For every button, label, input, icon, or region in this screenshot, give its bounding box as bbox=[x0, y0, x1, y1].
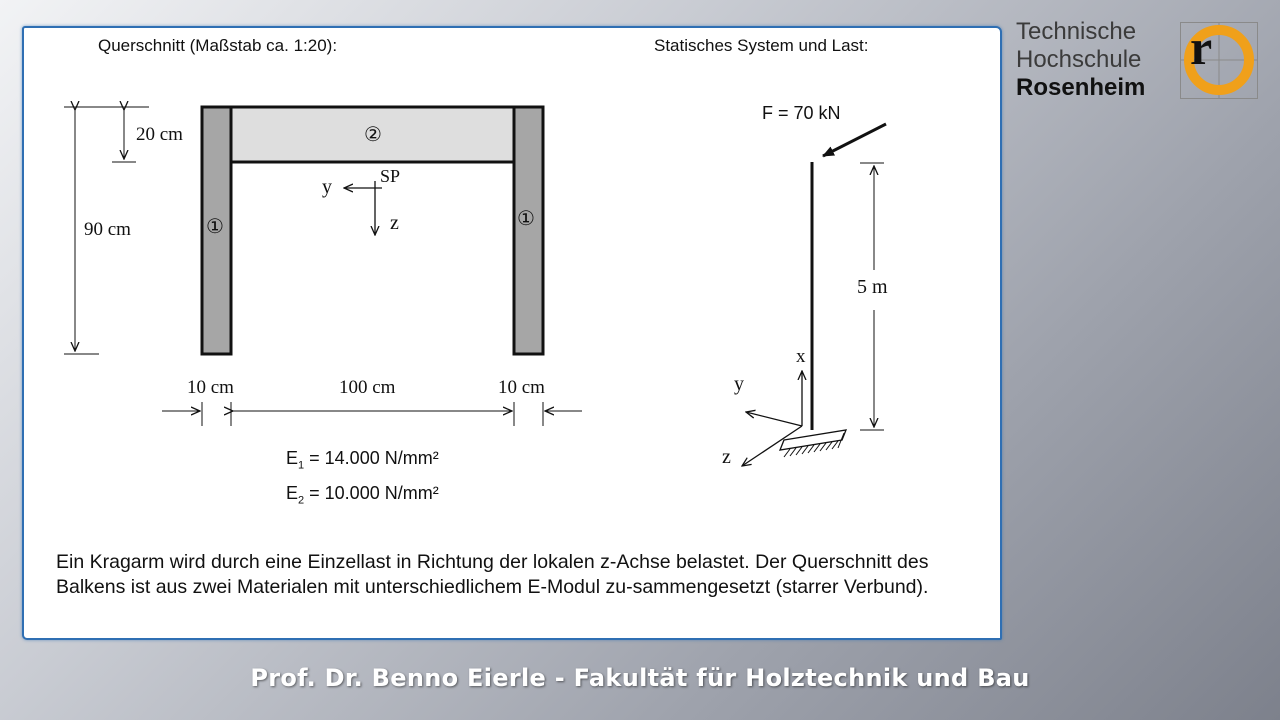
cross-section-title: Querschnitt (Maßstab ca. 1:20): bbox=[98, 36, 338, 55]
footer-author: Prof. Dr. Benno Eierle - Fakultät für Holztechnik und Bau bbox=[250, 664, 1030, 692]
modulus-e1-value: = 14.000 N/mm² bbox=[304, 448, 439, 468]
modulus-e2-value: = 10.000 N/mm² bbox=[304, 483, 439, 503]
local-y-axis-arrow bbox=[746, 412, 802, 426]
modulus-e2 bbox=[286, 483, 439, 507]
dim-label-total-height: 90 cm bbox=[84, 219, 131, 240]
dim-label-middle-width: 100 cm bbox=[339, 377, 396, 398]
length-label: 5 m bbox=[857, 276, 888, 298]
logo-line-2: Hochschule bbox=[1016, 46, 1142, 73]
university-logo bbox=[1016, 20, 1260, 102]
centroid-y-label: y bbox=[322, 176, 332, 198]
modulus-e1-symbol: E bbox=[286, 448, 299, 468]
logo-line-1: Technische bbox=[1016, 18, 1137, 45]
web-right-part-label: ① bbox=[517, 208, 535, 230]
force-label: F = 70 kN bbox=[762, 103, 841, 123]
local-x-label: x bbox=[796, 346, 806, 367]
logo-line-3: Rosenheim bbox=[1016, 74, 1146, 101]
dim-label-left-width: 10 cm bbox=[187, 377, 234, 398]
centroid-z-label: z bbox=[390, 212, 399, 234]
logo-mark-icon bbox=[1180, 22, 1258, 100]
local-y-label: y bbox=[734, 373, 744, 395]
dim-label-right-width: 10 cm bbox=[498, 377, 545, 398]
modulus-e2-subscript: 2 bbox=[298, 494, 305, 507]
dim-label-flange-height: 20 cm bbox=[136, 124, 183, 145]
slide-content-card bbox=[22, 26, 1002, 640]
modulus-e2-symbol: E bbox=[286, 483, 299, 503]
force-arrow bbox=[823, 124, 886, 156]
local-z-axis-arrow bbox=[742, 426, 802, 466]
modulus-e1 bbox=[286, 448, 439, 472]
modulus-e1-subscript: 1 bbox=[298, 459, 305, 472]
diagram-canvas bbox=[24, 28, 1000, 528]
centroid-label: SP bbox=[380, 166, 401, 186]
local-z-label: z bbox=[722, 446, 731, 468]
web-left-part-label: ① bbox=[206, 216, 224, 238]
flange-part-label: ② bbox=[364, 124, 382, 146]
problem-description: Ein Kragarm wird durch eine Einzellast in Richtung der lokalen z-Achse belastet. Der Querschnitt des Balkens ist aus zwei Materialen mit unterschiedlichem E-Modul zu-sammengesetzt (starrer Verbund). bbox=[56, 551, 929, 598]
static-system-title: Statisches System und Last: bbox=[654, 36, 869, 55]
logo-mark-letter: r bbox=[1190, 22, 1213, 75]
